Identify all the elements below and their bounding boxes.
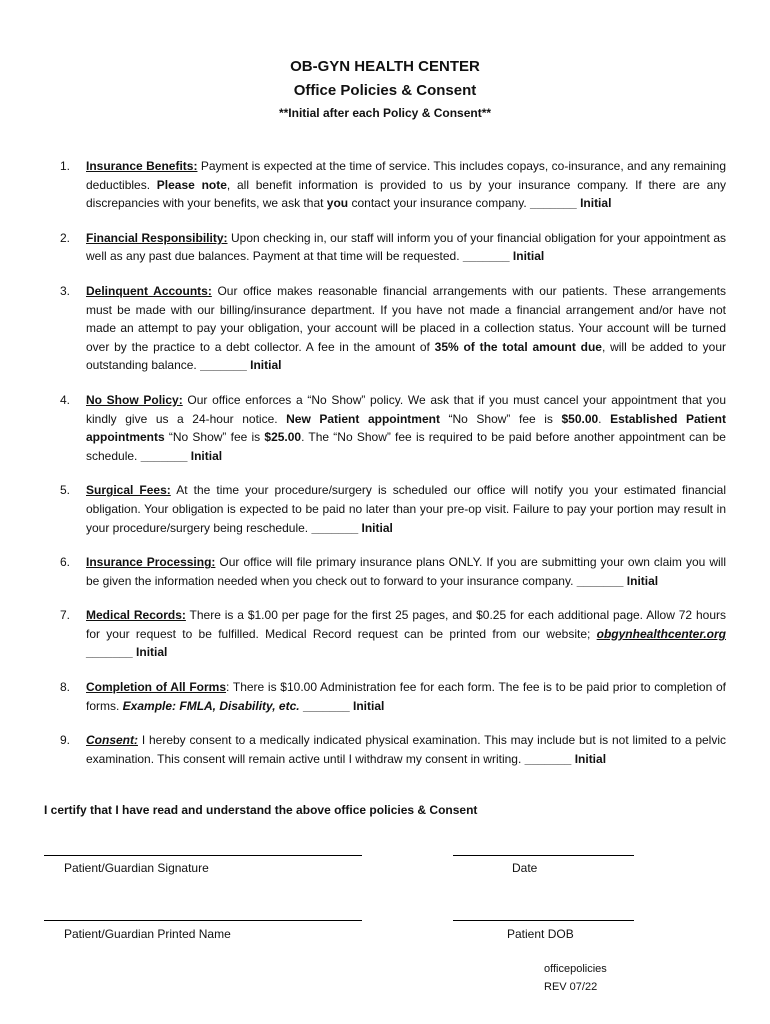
policy-emphasis: Established Patient appointments [86,411,727,445]
policy-emphasis: $25.00 [264,430,302,445]
policy-text: : There is $10.00 Administration fee for each form. The fee is to be paid prior to completion of forms. [86,680,726,713]
initial-field[interactable]: _______ Initial [200,358,282,373]
certification-statement: I certify that I have read and understand the above office policies & Consent [44,803,478,817]
policy-number: 1. [60,159,71,173]
policy-text: There is a $1.00 per page for the first 25 pages, and $0.25 for each additional page. Allow 72 hours for your request to be fulfilled. Medical Record request can be printed from our website; [86,608,726,641]
initial-field[interactable]: _______ Initial [524,751,607,766]
initial-field[interactable]: _______ Initial [86,645,168,660]
policy-number: 4. [60,392,71,407]
dob-label: Patient DOB [507,927,574,941]
policy-consent [60,731,726,768]
policy-title: No Show Policy: [86,392,183,407]
policy-number: 7. [60,608,71,623]
policy-text: , will be added to your outstanding balance. [86,339,726,373]
policy-number: 5. [60,483,71,498]
policy-title: Surgical Fees: [86,483,171,498]
policy-completion-of-forms [60,678,726,715]
policy-text: . [598,411,611,426]
policy-text: Upon checking in, our staff will inform you of your financial obligation for your appointment as well as any past due balances. Payment at that time will be requested. [86,230,726,264]
policy-number: 6. [60,555,71,570]
policy-text: “No Show” fee is [439,411,562,426]
policy-number: 8. [60,680,71,695]
date-label: Date [512,861,538,875]
policy-delinquent-accounts [60,282,726,375]
policy-number: 9. [60,733,71,748]
policy-emphasis: $50.00 [561,411,599,426]
patient-signature-line[interactable] [44,855,362,856]
policy-text: . The “No Show” fee is required to be paid before another appointment can be schedule. [86,430,726,463]
clinic-name: OB-GYN HEALTH CENTER [290,58,480,75]
policy-no-show [60,391,726,465]
policy-title: Insurance Processing: [86,555,216,570]
policy-text: I hereby consent to a medically indicated physical examination. This may include but is not limited to a pelvic examination. This consent will remain active until I withdraw my consent in writing. [86,733,726,766]
policy-number: 2. [60,230,71,245]
initial-field[interactable]: _______ Initial [576,573,659,588]
initial-field[interactable]: _______ Initial [462,249,545,264]
policy-emphasis: you [326,196,349,211]
form-id: officepolicies [544,963,607,975]
policy-text: “No Show” fee is [164,430,265,445]
policy-insurance-processing [60,553,726,590]
policy-emphasis: New Patient appointment [286,411,440,426]
policy-example: Example: FMLA, Disability, etc. [122,698,300,713]
policy-title: Delinquent Accounts: [86,283,212,298]
date-line[interactable] [453,855,634,856]
policy-text: Our office enforces a “No Show” policy. We ask that if you must cancel your appointment that you kindly give us a 24-hour notice. [86,392,726,426]
policy-text: contact your insurance company. [348,196,531,211]
policy-number: 3. [60,283,71,298]
initial-field[interactable]: _______ Initial [140,448,223,463]
initial-field[interactable]: _______ Initial [302,698,385,713]
policy-list [60,157,726,784]
instruction-text: **Initial after each Policy & Consent** [278,106,492,120]
website-link[interactable]: obgynhealthcenter.org [596,626,726,641]
initial-field[interactable]: _______ Initial [530,196,612,211]
policy-surgical-fees [60,481,726,537]
policy-emphasis: Please note [156,177,227,192]
policy-text: Our office will file primary insurance plans ONLY. If you are submitting your own claim you will be given the information needed when you check out to forward to your insurance company. [86,555,726,588]
document-title: Office Policies & Consent [293,82,477,99]
dob-line[interactable] [453,920,634,921]
policy-medical-records [60,606,726,662]
policy-text: Payment is expected at the time of service. This includes copays, co-insurance, and any remaining deductibles. [86,159,726,192]
policy-text: , all benefit information is provided to us by your insurance company. If there are any discrepancies with your benefits, we ask that [86,177,726,211]
patient-signature-label: Patient/Guardian Signature [64,861,209,875]
policy-title: Consent: [86,733,138,748]
policy-financial-responsibility [60,229,726,266]
printed-name-line[interactable] [44,920,362,921]
policy-emphasis: 35% of the total amount due [434,339,602,354]
policy-insurance-benefits [60,157,726,213]
policy-title: Financial Responsibility: [86,230,228,245]
policy-title: Medical Records: [86,608,186,623]
policy-title: Insurance Benefits: [86,159,198,173]
initial-field[interactable]: _______ Initial [311,520,393,535]
revision-date: REV 07/22 [544,981,598,993]
policy-text: At the time your procedure/surgery is scheduled our office will notify you your estimated financial obligation. Your obligation is expected to be paid no later than your pre-op visit. Failure to pay your portion may result in your procedure/surgery being reschedule. [86,483,726,535]
policy-text: Our office makes reasonable financial arrangements with our patients. These arrangements must be made with our billing/insurance department. If you have not made a financial arrangement and/or have not made an attempt to pay your obligation, your account will be placed in a collection status. Your account will be turned over by the practice to a debt collector. A fee in the amount of [86,283,727,354]
policy-title: Completion of All Forms [86,680,227,695]
printed-name-label: Patient/Guardian Printed Name [64,927,231,941]
